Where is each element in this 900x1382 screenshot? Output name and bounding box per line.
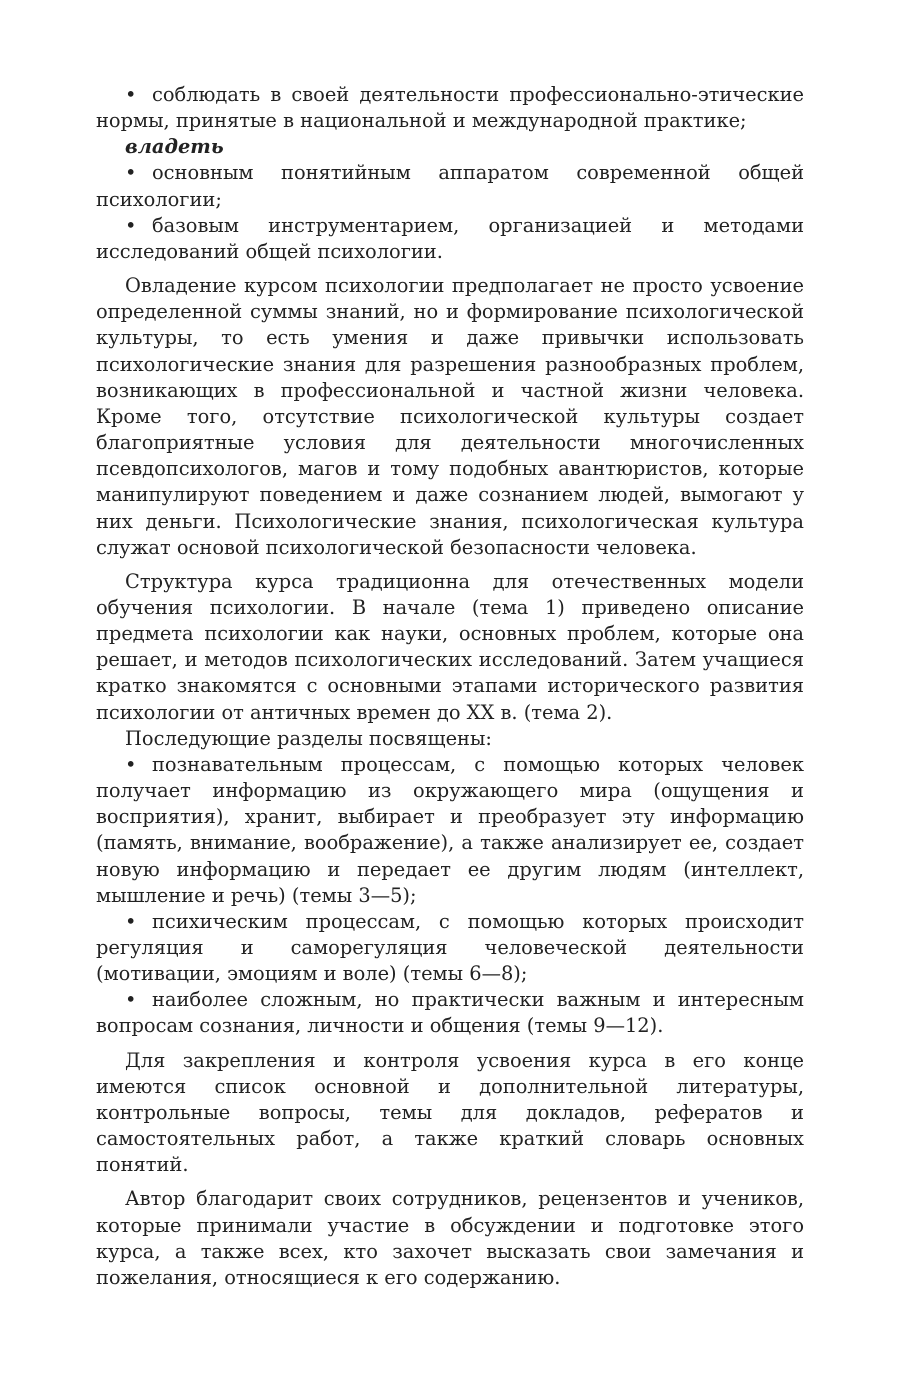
body-paragraph: Последующие разделы посвящены: <box>125 726 492 750</box>
body-paragraph: Структура курса традиционна для отечественных модели обучения психологии. В начале (тема 1) приведено описание предмета психологии как науки, основных проблем, которые она решает, и методов психологических исследований. Затем учащиеся кратко знакомятся с основными этапами исторического развития психологии от античных времен до XX в. (тема 2). <box>96 569 804 724</box>
bullet-item: • базовым инструментарием, организацией и методами исследований общей психологии. <box>96 213 804 265</box>
bullet-item: • познавательным процессам, с помощью которых человек получает информацию из окружающего мира (ощущения и восприятия), хранит, выбирает и преобразует эту информацию (память, внимание, воображение), а также анализирует ее, создает новую информацию и передает ее другим людям (интеллект, мышление и речь) (темы 3—5); <box>96 752 804 909</box>
body-paragraph: Овладение курсом психологии предполагает не просто усвоение определенной суммы знаний, но и формирование психологической культуры, то есть умения и даже привычки использовать психологические знания для разрешения разнообразных проблем, возникающих в профессиональной и частной жизни человека. Кроме того, отсутствие психологической культуры создает благоприятные условия для деятельности многочисленных псевдопсихологов, магов и тому подобных авантюристов, которые манипулируют поведением и даже сознанием людей, вымогают у них деньги. Психологические знания, психологическая культура служат основой психологической безопасности человека. <box>96 274 804 559</box>
bullet-item: • соблюдать в своей деятельности профессионально-этические нормы, принятые в национальной и международной практике; <box>96 82 804 134</box>
bullet-item: • наиболее сложным, но практически важным и интересным вопросам сознания, личности и общения (темы 9—12). <box>96 987 804 1039</box>
bullet-item: • психическим процессам, с помощью которых происходит регуляция и саморегуляция человеческой деятельности (мотивации, эмоциям и воле) (темы 6—8); <box>96 909 804 987</box>
body-paragraph: Автор благодарит своих сотрудников, рецензентов и учеников, которые принимали участие в обсуждении и подготовке этого курса, а также всех, кто захочет высказать свои замечания и пожелания, относящиеся к его содержанию. <box>96 1187 804 1289</box>
bullet-item: • основным понятийным аппаратом современной общей психологии; <box>96 160 804 212</box>
page-body <box>96 82 804 1291</box>
body-paragraph: Для закрепления и контроля усвоения курса в его конце имеются список основной и дополнительной литературы, контрольные вопросы, темы для докладов, рефератов и самостоятельных работ, а также краткий словарь основных понятий. <box>96 1048 804 1177</box>
subheading-vladet: владеть <box>125 135 224 159</box>
